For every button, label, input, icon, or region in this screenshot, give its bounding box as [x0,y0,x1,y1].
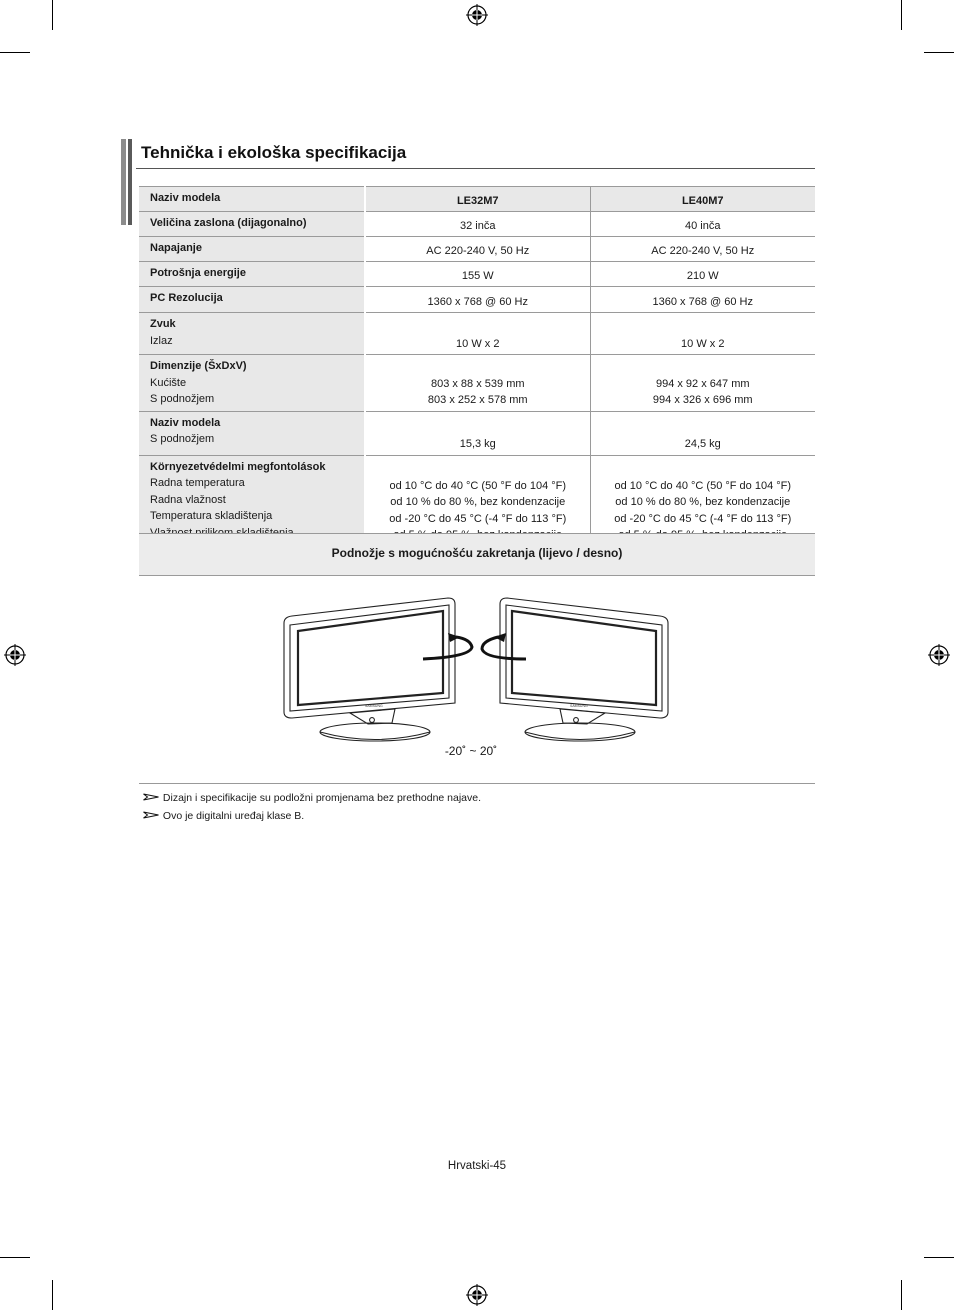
tv-left-illustration [284,598,455,741]
row-label: Veličina zaslona (dijagonalno) [150,217,307,229]
cell-value: od 10 % do 80 %, bez kondenzacije [390,496,566,508]
row-label: Napajanje [150,242,202,254]
crop-mark [924,52,954,53]
value-cell [590,313,815,355]
row-label: Dimenzije (ŠxDxV) [150,360,247,372]
row-sublabel: S podnožjem [150,393,215,405]
row-label-cell [139,237,365,262]
header-model-cell [590,187,815,212]
value-cell [590,237,815,262]
cell-value: 994 x 92 x 647 mm [655,377,750,390]
cell-value: 10 W x 2 [681,337,725,350]
cell-value: 1360 x 768 @ 60 Hz [427,295,528,308]
cell-value: 24,5 kg [684,438,721,450]
note-text: Dizajn i specifikacije su podložni promjenama bez prethodne najave. [162,792,482,804]
cell-value: 803 x 252 x 578 mm [427,394,528,406]
tv-right-illustration [500,598,668,741]
table-row [139,212,815,237]
cell-value: 15,3 kg [459,438,496,450]
crop-mark [0,1257,30,1258]
note-arrow-icon [143,793,160,801]
value-cell [590,212,815,237]
header-label: Naziv modela [150,192,221,204]
value-cell [365,411,590,455]
row-sublabel: Radna temperatura [150,477,245,489]
note-text: Ovo je digitalni uređaj klase B. [162,810,305,822]
rotation-arrow-icon [423,637,526,659]
spec-table-body [139,187,815,547]
stand-section-header [139,533,815,576]
row-label-cell [139,313,365,355]
value-cell [590,355,815,412]
brand-logo-left: SAMSUNG [365,704,383,708]
value-cell [590,287,815,313]
header-model-cell [365,187,590,212]
table-row [139,237,815,262]
arrowhead-icon [448,633,460,642]
model-name: LE40M7 [681,194,724,207]
registration-target-icon [466,4,488,26]
cell-value: 210 W [686,269,719,282]
model-name: LE32M7 [456,194,499,207]
row-sublabel: Radna vlažnost [150,493,226,506]
brand-logo-right: SAMSUNG [570,704,588,708]
cell-value: od 10 °C do 40 °C (50 °F do 104 °F) [389,479,567,492]
value-cell [365,237,590,262]
title-divider [136,168,815,169]
value-cell [365,212,590,237]
stand-section-title: Podnožje s mogućnošću zakretanja (lijevo / desno) [331,546,623,560]
table-row [139,355,815,412]
header-label-cell [139,187,365,212]
value-cell [590,411,815,455]
row-label: PC Rezolucija [150,292,223,304]
value-cell [365,287,590,313]
note-arrow-icon [143,811,160,819]
cell-value: 32 inča [460,219,496,232]
cell-value: 994 x 326 x 696 mm [652,394,753,406]
cell-value: 803 x 88 x 539 mm [430,377,525,390]
row-label: Környezetvédelmi megfontolások [150,460,326,473]
cell-value: 40 inča [685,219,721,232]
row-label-cell [139,262,365,287]
crop-mark [0,52,30,53]
page-title: Tehnička i ekološka specifikacija [141,143,407,162]
swivel-stand-illustration [280,595,675,745]
registration-target-icon [4,644,26,666]
cell-value: AC 220-240 V, 50 Hz [651,244,755,257]
row-sublabel: Kućište [150,376,187,389]
cell-value: AC 220-240 V, 50 Hz [426,244,530,257]
spec-table [139,186,815,547]
title-accent-bar [128,139,132,225]
table-row [139,287,815,313]
crop-mark [901,0,902,30]
row-label: Zvuk [150,318,176,330]
value-cell [365,355,590,412]
table-row [139,411,815,455]
row-label-cell [139,212,365,237]
cell-value: od 10 °C do 40 °C (50 °F do 104 °F) [614,479,792,492]
registration-target-icon [466,1284,488,1306]
cell-value: od -20 °C do 45 °C (-4 °F do 113 °F) [389,512,567,525]
value-cell [365,262,590,287]
cell-value: 155 W [461,269,494,282]
cell-value: od 10 % do 80 %, bez kondenzacije [615,496,791,508]
crop-mark [52,0,53,30]
row-label-cell [139,411,365,455]
swivel-angle-label: -20˚ ~ 20˚ [444,744,498,758]
value-cell [590,262,815,287]
crop-mark [924,1257,954,1258]
registration-target-icon [928,644,950,666]
row-sublabel: Temperatura skladištenja [150,510,273,522]
table-header-row [139,187,815,212]
note-item [143,792,481,804]
row-label-cell [139,355,365,412]
row-sublabel: Izlaz [150,334,173,347]
crop-mark [901,1280,902,1310]
table-row [139,313,815,355]
row-label-cell [139,287,365,313]
cell-value: od -20 °C do 45 °C (-4 °F do 113 °F) [614,512,792,525]
row-label: Potrošnja energije [150,267,246,279]
crop-mark [52,1280,53,1310]
notes-divider [139,783,815,784]
row-label: Naziv modela [150,416,221,429]
cell-value: 10 W x 2 [456,337,500,350]
table-row [139,262,815,287]
cell-value: 1360 x 768 @ 60 Hz [652,295,753,308]
row-sublabel: S podnožjem [150,433,215,445]
title-accent-bar [121,139,126,225]
note-item [143,810,304,822]
page-footer: Hrvatski-45 [447,1160,507,1172]
value-cell [365,313,590,355]
